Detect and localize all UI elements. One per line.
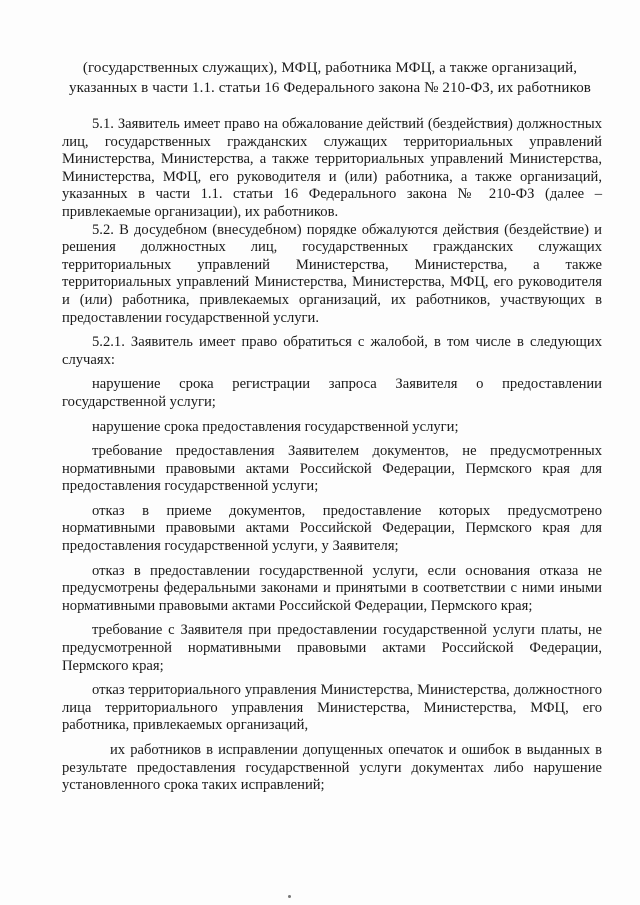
list-item: нарушение срока регистрации запроса Заявителя о предоставлении государственной услуги;: [62, 376, 602, 410]
paragraph-5-2: 5.2. В досудебном (внесудебном) порядке обжалуются действия (бездействие) и решения должностных лиц, государственных гражданских служащих территориальных управлений Министерства, Министерства, а также территориальных управлений Министерства, Министерства, МФЦ, его руководителя и (или) работника, привлекаемых организаций, их работников, участвующих в предоставлении государственной услуги.: [62, 221, 602, 326]
paragraph-5-2-1: 5.2.1. Заявитель имеет право обратиться с жалобой, в том числе в следующих случаях:: [62, 334, 602, 368]
list-item: отказ в предоставлении государственной услуги, если основания отказа не предусмотрены федеральными законами и принятыми в соответствии с ними иными нормативными правовыми актами Российской Федерации, Пермского края;: [62, 562, 602, 614]
paragraph-5-1: 5.1. Заявитель имеет право на обжалование действий (бездействия) должностных лиц, государственных гражданских служащих территориальных управлений Министерства, Министерства, а также территориальных управлений Министерства, Министерства, МФЦ, его руководителя и (или) работника, а также организаций, указанных в части 1.1. статьи 16 Федерального закона № 210-ФЗ (далее – привлекаемые организации), их работников.: [62, 116, 602, 220]
scan-speck: [288, 895, 291, 898]
list-item-continuation: их работников в исправлении допущенных опечаток и ошибок в выданных в результате предоставления государственной услуги документах либо нарушение установленного срока таких исправлений;: [62, 742, 602, 794]
list-item: отказ в приеме документов, предоставление которых предусмотрено нормативными правовыми актами Российской Федерации, Пермского края для предоставления государственной услуги, у Заявителя;: [62, 502, 602, 555]
heading-line-1: (государственных служащих), МФЦ, работника МФЦ, а также организаций,: [82, 60, 578, 76]
list-item: отказ территориального управления Министерства, Министерства, должностного лица территориального управления Министерства, Министерства, МФЦ, его работника, привлекаемых организаций,: [62, 682, 602, 734]
heading-line-2: указанных в части 1.1. статьи 16 Федерального закона № 210-ФЗ, их работников: [69, 80, 591, 96]
list-item: требование предоставления Заявителем документов, не предусмотренных нормативными правовыми актами Российской Федерации, Пермского края для предоставления государственной услуги;: [62, 443, 602, 495]
list-item: требование с Заявителя при предоставлении государственной услуги платы, не предусмотренной нормативными правовыми актами Российской Федерации, Пермского края;: [62, 622, 602, 674]
section-heading: [50, 58, 610, 98]
document-body: [62, 116, 602, 795]
list-item: нарушение срока предоставления государственной услуги;: [92, 418, 459, 435]
